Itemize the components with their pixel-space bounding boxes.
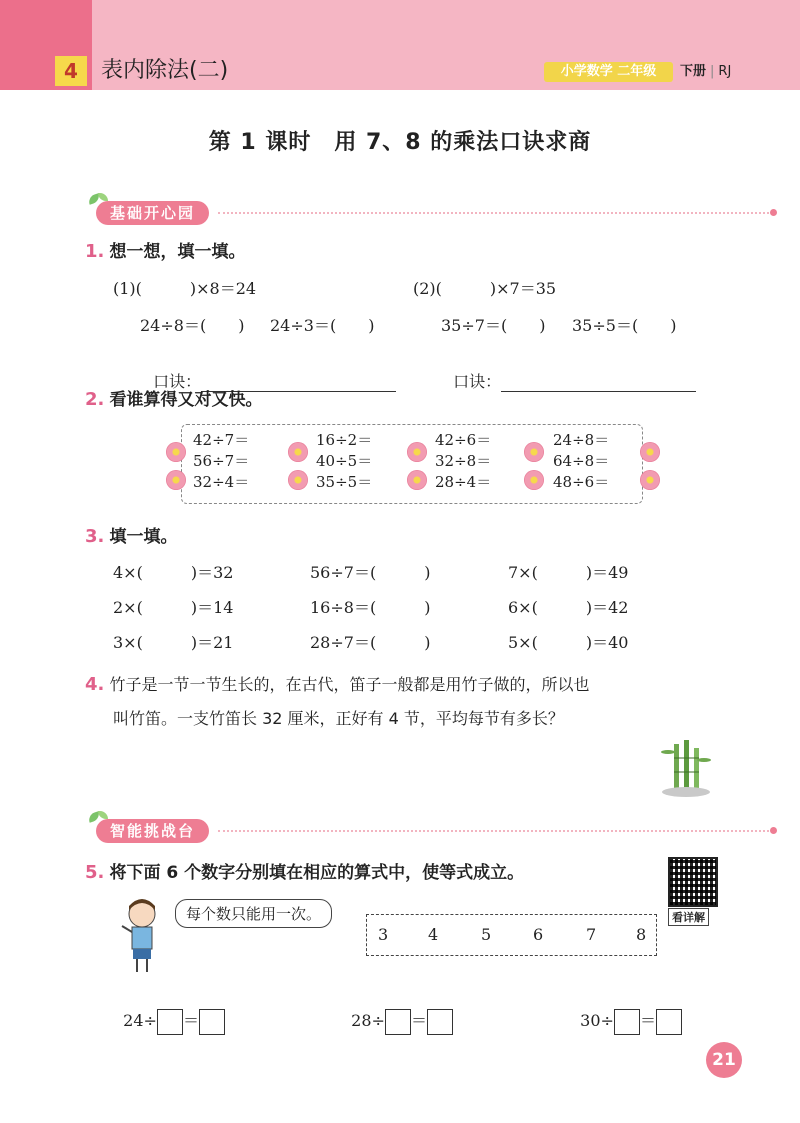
unit-title: 表内除法(二) xyxy=(101,58,229,83)
question-number: 4. xyxy=(85,674,105,695)
leaf-icon xyxy=(98,811,108,819)
section-banner-challenge xyxy=(88,819,788,843)
answer-line[interactable] xyxy=(501,377,696,392)
answer-box[interactable] xyxy=(656,1009,682,1035)
see-solution-label[interactable]: 看详解 xyxy=(668,908,709,926)
calc-group-1 xyxy=(193,430,249,493)
section-label: 智能挑战台 xyxy=(96,819,209,843)
question-5-heading xyxy=(85,858,524,883)
q5-equation-3 xyxy=(570,989,682,1035)
flower-icon xyxy=(407,470,427,490)
q3-item: 4×( )＝32 xyxy=(113,563,234,582)
flower-icon xyxy=(524,470,544,490)
unit-number-badge: 4 xyxy=(55,56,87,86)
digit[interactable]: 3 xyxy=(378,925,389,944)
dotted-divider xyxy=(218,830,773,832)
calc-item: 42÷6＝ xyxy=(435,431,492,449)
edition-label: RJ xyxy=(718,64,732,79)
flower-icon xyxy=(288,470,308,490)
flower-icon xyxy=(407,442,427,462)
equation-prefix: 28÷ xyxy=(351,1011,385,1030)
question-text-line2: 叫竹笛。一支竹笛长 32 厘米，正好有 4 节，平均每节有多长？ xyxy=(113,709,564,728)
calc-item: 16÷2＝ xyxy=(316,431,373,449)
equation-prefix: 30÷ xyxy=(580,1011,614,1030)
q1-part2-mnemonic xyxy=(443,350,696,392)
q5-equation-1 xyxy=(113,989,225,1035)
q3-item: 2×( )＝14 xyxy=(113,598,234,617)
calc-item: 42÷7＝ xyxy=(193,431,250,449)
calc-group-2 xyxy=(316,430,372,493)
q1-part2-division-b: 35÷5＝( ) xyxy=(572,316,677,335)
q3-item: 28÷7＝( ) xyxy=(310,633,431,652)
q3-item: 56÷7＝( ) xyxy=(310,563,431,582)
calc-item: 40÷5＝ xyxy=(316,452,373,470)
mnemonic-label: 口诀： xyxy=(153,372,202,391)
equation-prefix: 24÷ xyxy=(123,1011,157,1030)
calc-item: 64÷8＝ xyxy=(553,452,610,470)
flower-icon xyxy=(166,442,186,462)
question-2-heading xyxy=(85,385,262,410)
digit[interactable]: 4 xyxy=(428,925,439,944)
student-illustration xyxy=(118,896,168,978)
calc-item: 32÷4＝ xyxy=(193,473,250,491)
answer-box[interactable] xyxy=(427,1009,453,1035)
q1-part2-equation: (2)( )×7＝35 xyxy=(413,279,557,298)
calc-group-3 xyxy=(435,430,491,493)
volume-label: 下册 xyxy=(680,64,707,79)
question-number: 1. xyxy=(85,241,105,262)
q1-part1-equation: (1)( )×8＝24 xyxy=(113,279,257,298)
question-text: 看谁算得又对又快。 xyxy=(109,390,263,410)
digit[interactable]: 8 xyxy=(636,925,647,944)
answer-box[interactable] xyxy=(614,1009,640,1035)
volume-edition: 下册 | RJ xyxy=(680,64,732,79)
subject-label: 小学数学 二年级 xyxy=(544,62,673,82)
digit[interactable]: 5 xyxy=(481,925,492,944)
q3-item: 16÷8＝( ) xyxy=(310,598,431,617)
equals-sign: ＝ xyxy=(182,1011,199,1030)
section-banner-basic xyxy=(88,201,788,225)
question-text: 将下面 6 个数字分别填在相应的算式中，使等式成立。 xyxy=(109,863,525,883)
question-text-line1: 竹子是一节一节生长的，在古代，笛子一般都是用竹子做的，所以也 xyxy=(109,675,590,694)
question-text: 想一想，填一填。 xyxy=(109,242,246,262)
q3-item: 5×( )＝40 xyxy=(508,633,629,652)
flower-icon xyxy=(640,442,660,462)
lesson-title: 第 1 课时 用 7、8 的乘法口诀求商 xyxy=(208,130,592,155)
leaf-icon xyxy=(98,193,108,201)
flower-icon xyxy=(640,470,660,490)
question-1-heading xyxy=(85,237,245,262)
q3-item: 3×( )＝21 xyxy=(113,633,234,652)
hint-speech-bubble: 每个数只能用一次。 xyxy=(175,899,332,928)
q1-part2-division-a: 35÷7＝( ) xyxy=(441,316,546,335)
q1-part1-division-b: 24÷3＝( ) xyxy=(270,316,375,335)
answer-box[interactable] xyxy=(385,1009,411,1035)
equals-sign: ＝ xyxy=(639,1011,656,1030)
calc-item: 32÷8＝ xyxy=(435,452,492,470)
calc-item: 24÷8＝ xyxy=(553,431,610,449)
answer-box[interactable] xyxy=(157,1009,183,1035)
page-number: 21 xyxy=(706,1042,742,1078)
flower-icon xyxy=(166,470,186,490)
digit-pool-box xyxy=(366,914,657,956)
question-4 xyxy=(85,668,725,702)
q1-part1-division-a: 24÷8＝( ) xyxy=(140,316,245,335)
question-text: 填一填。 xyxy=(109,527,178,547)
question-number: 5. xyxy=(85,862,105,883)
section-label: 基础开心园 xyxy=(96,201,209,225)
calc-item: 56÷7＝ xyxy=(193,452,250,470)
question-3-heading xyxy=(85,522,177,547)
answer-box[interactable] xyxy=(199,1009,225,1035)
digit[interactable]: 7 xyxy=(586,925,597,944)
equals-sign: ＝ xyxy=(410,1011,427,1030)
digit[interactable]: 6 xyxy=(533,925,544,944)
question-number: 2. xyxy=(85,389,105,410)
divider-end-dot xyxy=(770,827,777,834)
q3-item: 7×( )＝49 xyxy=(508,563,629,582)
bamboo-illustration xyxy=(656,740,716,798)
question-number: 3. xyxy=(85,526,105,547)
flower-icon xyxy=(524,442,544,462)
qr-code-icon[interactable] xyxy=(668,857,718,907)
q3-item: 6×( )＝42 xyxy=(508,598,629,617)
divider-end-dot xyxy=(770,209,777,216)
calc-group-4 xyxy=(553,430,609,493)
q5-equation-2 xyxy=(341,989,453,1035)
calc-item: 48÷6＝ xyxy=(553,473,610,491)
dotted-divider xyxy=(218,212,773,214)
mnemonic-label: 口诀： xyxy=(453,372,502,391)
calc-item: 28÷4＝ xyxy=(435,473,492,491)
flower-icon xyxy=(288,442,308,462)
calc-item: 35÷5＝ xyxy=(316,473,373,491)
